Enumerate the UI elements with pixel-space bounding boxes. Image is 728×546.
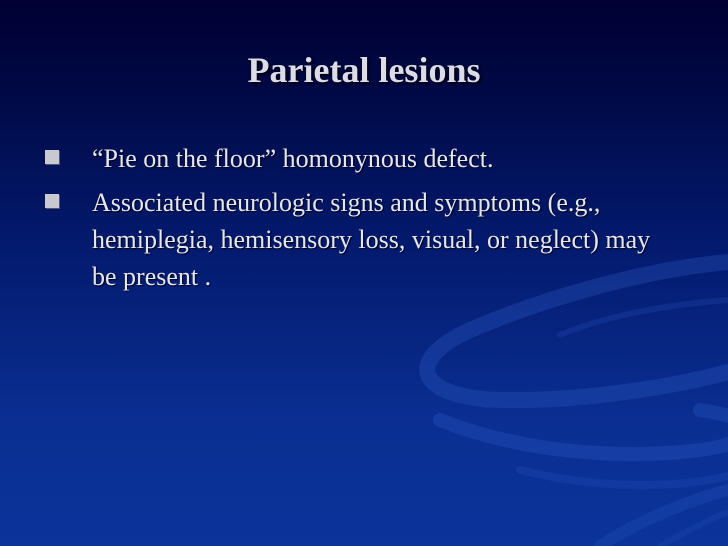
slide-title: Parietal lesions: [247, 50, 481, 90]
square-bullet-icon: [45, 150, 59, 164]
bullet-text: “Pie on the floor” homonynous defect.: [92, 144, 494, 173]
bullet-text: Associated neurologic signs and symptoms (e.g., hemiplegia, hemisensory loss, visual, or neglect) may be present .: [92, 188, 651, 291]
bullet-item: [45, 184, 665, 295]
bullet-list: [45, 140, 665, 302]
bullet-item: [45, 140, 665, 177]
square-bullet-icon: [45, 194, 59, 208]
